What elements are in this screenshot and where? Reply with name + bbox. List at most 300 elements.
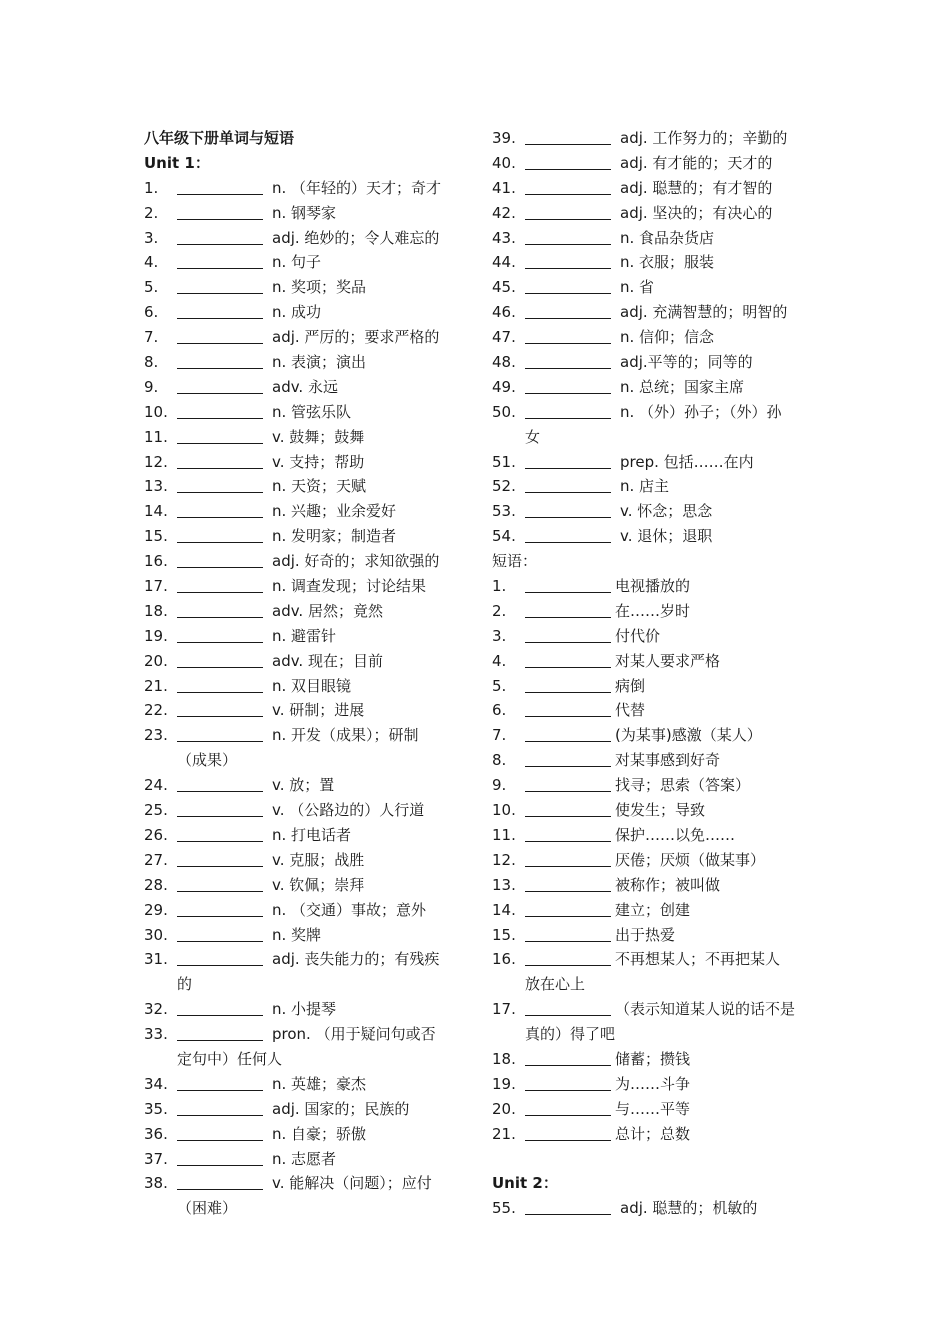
unit1-word-list	[144, 176, 464, 1221]
answer-blank[interactable]	[525, 228, 611, 245]
item-definition: prep. 包括……在内	[620, 452, 754, 471]
unit1-heading: Unit 1：	[144, 153, 210, 172]
answer-blank[interactable]	[525, 999, 611, 1016]
item-definition: 保护……以免……	[615, 825, 736, 844]
entry-line	[144, 1022, 464, 1047]
word-entry	[492, 524, 812, 549]
item-number: 3.	[492, 626, 507, 645]
item-number: 55.	[492, 1199, 516, 1218]
word-entry	[144, 873, 464, 898]
item-number: 8.	[492, 751, 507, 770]
answer-blank[interactable]	[177, 900, 263, 917]
item-number: 7.	[492, 726, 507, 745]
entry-line	[144, 698, 464, 723]
answer-blank[interactable]	[177, 203, 263, 220]
entry-line	[144, 997, 464, 1022]
word-entry	[144, 275, 464, 300]
item-number: 4.	[144, 253, 159, 272]
entry-line	[144, 823, 464, 848]
word-entry	[144, 923, 464, 948]
section-gap	[492, 1147, 812, 1172]
item-definition: 不再想某人；不再把某人	[615, 950, 781, 969]
item-definition: 在……岁时	[615, 601, 691, 620]
item-number: 40.	[492, 153, 516, 172]
word-entry	[144, 624, 464, 649]
entry-line	[492, 1047, 812, 1072]
word-entry	[492, 201, 812, 226]
answer-blank[interactable]	[177, 476, 263, 493]
entry-line	[144, 549, 464, 574]
item-number: 36.	[144, 1124, 168, 1143]
item-number: 33.	[144, 1025, 168, 1044]
item-definition: adv. 永远	[272, 377, 338, 396]
word-entry	[492, 1196, 812, 1221]
word-entry	[144, 798, 464, 823]
item-definition: adj. 聪慧的；机敏的	[620, 1199, 758, 1218]
answer-blank[interactable]	[525, 203, 611, 220]
item-number: 11.	[492, 825, 516, 844]
item-number: 31.	[144, 950, 168, 969]
answer-blank[interactable]	[525, 501, 611, 518]
left-column	[144, 126, 464, 1221]
phrase-entry	[492, 947, 812, 997]
answer-blank[interactable]	[177, 725, 263, 742]
word-entry	[492, 325, 812, 350]
item-definition: n. 发明家；制造者	[272, 527, 397, 546]
entry-line	[144, 350, 464, 375]
answer-blank[interactable]	[525, 128, 611, 145]
entry-line	[492, 151, 812, 176]
answer-blank[interactable]	[177, 377, 263, 394]
item-number: 20.	[144, 651, 168, 670]
answer-blank[interactable]	[177, 626, 263, 643]
entry-line	[144, 1122, 464, 1147]
answer-blank[interactable]	[177, 601, 263, 618]
word-entry	[144, 1072, 464, 1097]
entry-line	[492, 250, 812, 275]
item-number: 49.	[492, 377, 516, 396]
item-definition: n. 天资；天赋	[272, 477, 367, 496]
word-entry	[144, 823, 464, 848]
item-definition: v. 研制；进展	[272, 701, 365, 720]
item-number: 8.	[144, 353, 159, 372]
item-number: 26.	[144, 825, 168, 844]
answer-blank[interactable]	[177, 775, 263, 792]
answer-blank[interactable]	[525, 302, 611, 319]
item-definition: n. 奖项；奖品	[272, 278, 367, 297]
item-definition: n. 成功	[272, 303, 322, 322]
phrase-entry	[492, 923, 812, 948]
answer-blank[interactable]	[525, 850, 611, 867]
entry-line	[144, 524, 464, 549]
entry-line	[144, 425, 464, 450]
answer-blank[interactable]	[177, 1024, 263, 1041]
item-definition: n. 省	[620, 278, 655, 297]
item-number: 14.	[144, 502, 168, 521]
entry-line	[144, 1147, 464, 1172]
item-number: 18.	[492, 1049, 516, 1068]
entry-line	[492, 126, 812, 151]
item-number: 19.	[144, 626, 168, 645]
word-entry	[144, 698, 464, 723]
item-number: 52.	[492, 477, 516, 496]
item-number: 44.	[492, 253, 516, 272]
item-definition: n. 开发（成果）；研制	[272, 726, 419, 745]
item-number: 5.	[144, 278, 159, 297]
item-number: 9.	[492, 776, 507, 795]
entry-line	[144, 250, 464, 275]
answer-blank[interactable]	[525, 1124, 611, 1141]
answer-blank[interactable]	[525, 949, 611, 966]
entry-line	[144, 201, 464, 226]
word-entry	[144, 574, 464, 599]
answer-blank[interactable]	[525, 651, 611, 668]
answer-blank[interactable]	[177, 949, 263, 966]
entry-line	[144, 873, 464, 898]
word-entry	[492, 400, 812, 450]
item-definition: adv. 现在；目前	[272, 651, 383, 670]
item-definition: （表示知道某人说的话不是	[615, 1000, 796, 1019]
word-entry	[492, 350, 812, 375]
word-entry	[144, 1171, 464, 1221]
answer-blank[interactable]	[525, 900, 611, 917]
unit2-heading: Unit 2：	[492, 1174, 558, 1193]
item-definition: n. 双目眼镜	[272, 676, 352, 695]
item-definition-continued: 定句中）任何人	[177, 1049, 283, 1068]
item-definition: n. 总统；国家主席	[620, 377, 745, 396]
item-number: 12.	[492, 850, 516, 869]
entry-line	[492, 325, 812, 350]
answer-blank[interactable]	[177, 501, 263, 518]
answer-blank[interactable]	[525, 327, 611, 344]
entry-line	[144, 649, 464, 674]
answer-blank[interactable]	[177, 228, 263, 245]
word-entry	[144, 425, 464, 450]
word-entry	[144, 773, 464, 798]
item-number: 17.	[144, 577, 168, 596]
answer-blank[interactable]	[525, 1074, 611, 1091]
entry-line	[144, 674, 464, 699]
answer-blank[interactable]	[177, 302, 263, 319]
answer-blank[interactable]	[525, 252, 611, 269]
item-number: 28.	[144, 875, 168, 894]
item-definition: v. 钦佩；崇拜	[272, 875, 365, 894]
answer-blank[interactable]	[525, 676, 611, 693]
item-number: 2.	[144, 203, 159, 222]
item-number: 3.	[144, 228, 159, 247]
item-definition-continued: 的	[177, 975, 193, 994]
item-number: 30.	[144, 925, 168, 944]
word-entry	[144, 674, 464, 699]
item-number: 2.	[492, 601, 507, 620]
answer-blank[interactable]	[177, 252, 263, 269]
entry-line	[492, 773, 812, 798]
item-definition-continued: 真的）得了吧	[525, 1025, 616, 1044]
entry-line	[144, 1097, 464, 1122]
answer-blank[interactable]	[525, 402, 611, 419]
answer-blank[interactable]	[177, 526, 263, 543]
answer-blank[interactable]	[525, 526, 611, 543]
item-number: 23.	[144, 726, 168, 745]
word-entry	[492, 499, 812, 524]
item-definition: 与……平等	[615, 1099, 691, 1118]
item-number: 53.	[492, 502, 516, 521]
item-number: 32.	[144, 1000, 168, 1019]
item-number: 45.	[492, 278, 516, 297]
item-number: 5.	[492, 676, 507, 695]
answer-blank[interactable]	[525, 626, 611, 643]
item-definition: 使发生；导致	[615, 801, 706, 820]
item-number: 29.	[144, 900, 168, 919]
unit1-phrase-list	[492, 574, 812, 1146]
answer-blank[interactable]	[177, 576, 263, 593]
item-number: 18.	[144, 601, 168, 620]
entry-line	[144, 226, 464, 251]
answer-blank[interactable]	[525, 153, 611, 170]
item-definition: n. （交通）事故；意外	[272, 900, 427, 919]
phrase-entry	[492, 823, 812, 848]
answer-blank[interactable]	[525, 452, 611, 469]
word-entry	[492, 126, 812, 151]
answer-blank[interactable]	[525, 476, 611, 493]
entry-line	[492, 300, 812, 325]
answer-blank[interactable]	[525, 576, 611, 593]
item-definition: adj. 工作努力的；辛勤的	[620, 129, 788, 147]
word-entry	[144, 1147, 464, 1172]
word-entry	[492, 275, 812, 300]
entry-line	[144, 474, 464, 499]
item-definition: n. 英雄；豪杰	[272, 1074, 367, 1093]
answer-blank[interactable]	[177, 676, 263, 693]
item-definition: 出于热爱	[615, 925, 676, 944]
item-definition: v. 放；置	[272, 776, 335, 795]
page-title: 八年级下册单词与短语	[144, 129, 295, 147]
entry-line	[492, 375, 812, 400]
answer-blank[interactable]	[177, 1074, 263, 1091]
answer-blank[interactable]	[177, 1173, 263, 1190]
word-entry	[144, 997, 464, 1022]
item-definition: n. 食品杂货店	[620, 228, 715, 247]
item-number: 22.	[144, 701, 168, 720]
entry-line	[144, 176, 464, 201]
item-number: 50.	[492, 402, 516, 421]
entry-line	[492, 823, 812, 848]
item-number: 7.	[144, 328, 159, 347]
answer-blank[interactable]	[525, 1049, 611, 1066]
item-definition: adj.平等的；同等的	[620, 353, 753, 372]
item-definition: adj. 丧失能力的；有残疾	[272, 950, 440, 969]
answer-blank[interactable]	[177, 999, 263, 1016]
word-entry	[144, 1097, 464, 1122]
word-entry	[144, 1122, 464, 1147]
item-definition: n. （外）孙子；（外）孙	[620, 402, 782, 421]
phrase-entry	[492, 773, 812, 798]
entry-line	[492, 400, 812, 425]
word-entry	[492, 474, 812, 499]
word-entry	[492, 300, 812, 325]
item-number: 15.	[492, 925, 516, 944]
entry-line	[144, 723, 464, 748]
answer-blank[interactable]	[525, 377, 611, 394]
word-entry	[144, 898, 464, 923]
item-definition: adv. 居然；竟然	[272, 601, 383, 620]
word-entry	[492, 450, 812, 475]
entry-line	[492, 1097, 812, 1122]
answer-blank[interactable]	[525, 725, 611, 742]
answer-blank[interactable]	[177, 427, 263, 444]
entry-line	[144, 300, 464, 325]
answer-blank[interactable]	[177, 925, 263, 942]
entry-line	[144, 275, 464, 300]
answer-blank[interactable]	[177, 850, 263, 867]
answer-blank[interactable]	[525, 750, 611, 767]
item-definition: 储蓄；攒钱	[615, 1049, 691, 1068]
word-entry	[144, 250, 464, 275]
item-definition: 总计；总数	[615, 1124, 691, 1143]
entry-line	[144, 1072, 464, 1097]
answer-blank[interactable]	[525, 178, 611, 195]
item-number: 48.	[492, 353, 516, 372]
answer-blank[interactable]	[525, 800, 611, 817]
answer-blank[interactable]	[177, 1124, 263, 1141]
answer-blank[interactable]	[525, 700, 611, 717]
unit2-word-list	[492, 1196, 812, 1221]
item-definition: 被称作；被叫做	[615, 875, 721, 894]
phrase-entry	[492, 873, 812, 898]
item-number: 27.	[144, 850, 168, 869]
phrase-entry	[492, 997, 812, 1047]
item-definition: pron. （用于疑问句或否	[272, 1025, 436, 1044]
entry-line	[144, 947, 464, 972]
item-definition: v. （公路边的）人行道	[272, 801, 425, 820]
entry-line	[144, 400, 464, 425]
item-definition: v. 能解决（问题）；应付	[272, 1174, 432, 1193]
answer-blank[interactable]	[525, 825, 611, 842]
entry-line	[144, 599, 464, 624]
word-entry	[144, 1022, 464, 1072]
word-entry	[492, 151, 812, 176]
item-number: 1.	[492, 577, 507, 596]
entry-line	[492, 748, 812, 773]
item-definition-continued: 女	[525, 427, 541, 446]
item-definition: n. 句子	[272, 253, 322, 272]
word-entry	[144, 375, 464, 400]
entry-line	[492, 275, 812, 300]
item-definition: n. 兴趣；业余爱好	[272, 502, 397, 521]
item-number: 9.	[144, 377, 159, 396]
answer-blank[interactable]	[525, 875, 611, 892]
item-number: 38.	[144, 1174, 168, 1193]
item-definition: adj. 聪慧的；有才智的	[620, 178, 773, 197]
phrase-entry	[492, 1072, 812, 1097]
item-definition: 电视播放的	[615, 577, 691, 596]
item-definition: n. 小提琴	[272, 1000, 337, 1019]
answer-blank[interactable]	[177, 1099, 263, 1116]
answer-blank[interactable]	[177, 700, 263, 717]
phrase-entry	[492, 698, 812, 723]
answer-blank[interactable]	[177, 825, 263, 842]
item-definition: v. 退休；退职	[620, 527, 713, 546]
item-definition: 为……斗争	[615, 1074, 691, 1093]
phrase-entry	[492, 1047, 812, 1072]
answer-blank[interactable]	[525, 601, 611, 618]
item-number: 13.	[492, 875, 516, 894]
phrase-entry	[492, 649, 812, 674]
item-definition: 付代价	[615, 626, 661, 645]
entry-line	[492, 474, 812, 499]
answer-blank[interactable]	[177, 402, 263, 419]
entry-line	[144, 898, 464, 923]
entry-line	[144, 325, 464, 350]
word-entry	[492, 226, 812, 251]
answer-blank[interactable]	[525, 1099, 611, 1116]
unit1-word-list-continued	[492, 126, 812, 549]
phrase-entry	[492, 1097, 812, 1122]
item-number: 39.	[492, 129, 516, 147]
item-definition: 代替	[615, 701, 646, 720]
item-definition: n. 打电话者	[272, 825, 352, 844]
item-number: 47.	[492, 328, 516, 347]
entry-line	[492, 1122, 812, 1147]
entry-line	[144, 624, 464, 649]
answer-blank[interactable]	[177, 1149, 263, 1166]
item-number: 46.	[492, 303, 516, 322]
item-definition: 对某事感到好奇	[615, 751, 721, 770]
entry-line	[492, 947, 812, 972]
answer-blank[interactable]	[525, 352, 611, 369]
entry-line	[492, 574, 812, 599]
entry-line	[492, 450, 812, 475]
answer-blank[interactable]	[177, 178, 263, 195]
word-entry	[144, 350, 464, 375]
answer-blank[interactable]	[177, 875, 263, 892]
word-entry	[144, 524, 464, 549]
entry-line	[492, 1196, 812, 1221]
word-entry	[144, 176, 464, 201]
entry-line	[144, 773, 464, 798]
word-entry	[144, 599, 464, 624]
entry-line	[492, 873, 812, 898]
answer-blank[interactable]	[177, 327, 263, 344]
answer-blank[interactable]	[525, 1198, 611, 1215]
answer-blank[interactable]	[177, 352, 263, 369]
item-definition: n. 奖牌	[272, 925, 322, 944]
item-number: 24.	[144, 776, 168, 795]
item-definition: n. 管弦乐队	[272, 402, 352, 421]
answer-blank[interactable]	[177, 551, 263, 568]
answer-blank[interactable]	[177, 452, 263, 469]
item-definition: n. 志愿者	[272, 1149, 337, 1168]
answer-blank[interactable]	[525, 925, 611, 942]
word-entry	[144, 226, 464, 251]
answer-blank[interactable]	[525, 277, 611, 294]
item-definition: v. 克服；战胜	[272, 850, 365, 869]
item-definition: n. （年轻的）天才；奇才	[272, 178, 442, 197]
answer-blank[interactable]	[525, 775, 611, 792]
entry-line	[144, 923, 464, 948]
answer-blank[interactable]	[177, 277, 263, 294]
answer-blank[interactable]	[177, 651, 263, 668]
answer-blank[interactable]	[177, 800, 263, 817]
item-number: 42.	[492, 203, 516, 222]
word-entry	[492, 375, 812, 400]
entry-line	[144, 499, 464, 524]
item-definition: v. 支持；帮助	[272, 452, 365, 471]
phrase-entry	[492, 674, 812, 699]
phrase-entry	[492, 624, 812, 649]
item-definition: 找寻；思索（答案）	[615, 776, 751, 795]
item-number: 10.	[492, 801, 516, 820]
